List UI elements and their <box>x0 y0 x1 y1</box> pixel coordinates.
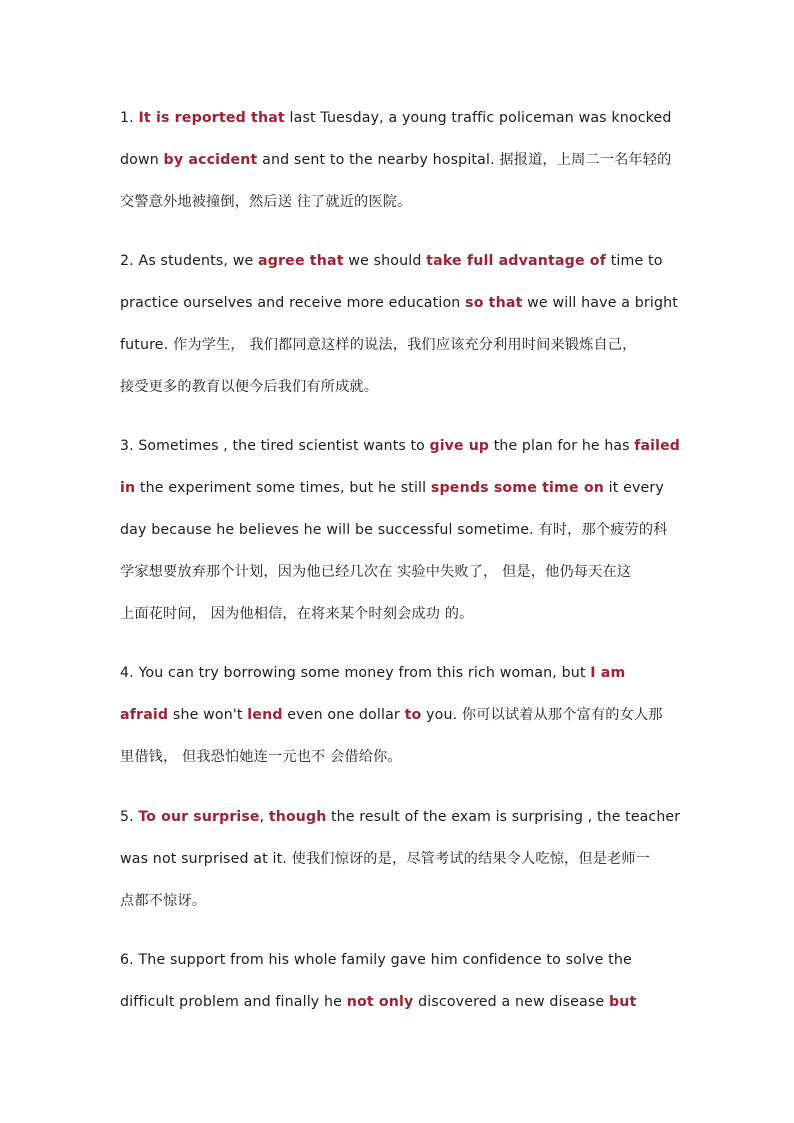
paragraph-line <box>120 705 663 725</box>
paragraph-line <box>120 849 650 869</box>
paragraph-line <box>120 251 663 271</box>
text-run: 6. The support from his whole family gave him confidence to solve the <box>120 952 632 968</box>
text-run: 上面花时间， 因为他相信，在将来某个时刻会成功 的。 <box>120 606 474 622</box>
text-run: difficult problem and finally he <box>120 994 347 1010</box>
text-run: down <box>120 152 164 168</box>
paragraph-line <box>120 520 668 540</box>
text-run: discovered a new disease <box>413 994 609 1010</box>
paragraph-line <box>120 604 473 624</box>
paragraph-line <box>120 663 625 683</box>
text-run: even one dollar <box>282 707 405 723</box>
text-run: she won't <box>168 707 248 723</box>
paragraph-line <box>120 562 631 582</box>
text-run: 2. As students, we <box>120 253 258 269</box>
paragraph-line <box>120 992 637 1012</box>
text-run: 接受更多的教育以便今后我们有所成就。 <box>120 379 379 395</box>
text-run: the experiment some times, but he still <box>135 480 431 496</box>
paragraph-line <box>120 807 680 827</box>
text-run: last Tuesday, a young traffic policeman was knocked <box>284 110 672 126</box>
keyword-phrase: to <box>404 707 422 723</box>
text-run: we will have a bright <box>522 295 678 311</box>
text-run: 1. <box>120 110 139 126</box>
text-run: future. 作为学生， 我们都同意这样的说法，我们应该充分利用时间来锻炼自己， <box>120 337 637 353</box>
paragraph-line <box>120 192 411 212</box>
paragraph-line <box>120 150 671 170</box>
keyword-phrase: failed <box>634 438 681 454</box>
text-run: 点都不惊讶。 <box>120 893 207 909</box>
keyword-phrase: It is reported that <box>138 110 285 126</box>
paragraph-line <box>120 478 664 498</box>
text-run: you. 你可以试着从那个富有的女人那 <box>421 707 663 723</box>
paragraph-line <box>120 335 636 355</box>
keyword-phrase: lend <box>247 707 283 723</box>
keyword-phrase: so that <box>465 295 523 311</box>
paragraph-line <box>120 108 672 128</box>
text-run: 4. You can try borrowing some money from this rich woman, but <box>120 665 591 681</box>
keyword-phrase: agree that <box>258 253 344 269</box>
keyword-phrase: To our surprise <box>138 809 260 825</box>
text-run: , <box>259 809 269 825</box>
keyword-phrase: afraid <box>120 707 169 723</box>
text-run: 里借钱， 但我恐怕她连一元也不 会借给你。 <box>120 749 402 765</box>
keyword-phrase: in <box>120 480 136 496</box>
keyword-phrase: spends some time on <box>430 480 604 496</box>
text-run: and sent to the nearby hospital. 据报道，上周二一名年轻的 <box>257 152 672 168</box>
text-run: the result of the exam is surprising , the teacher <box>326 809 681 825</box>
keyword-phrase: take full advantage of <box>426 253 607 269</box>
text-run: 交警意外地被撞倒，然后送 往了就近的医院。 <box>120 194 412 210</box>
paragraph-line <box>120 293 678 313</box>
text-run: was not surprised at it. 使我们惊讶的是，尽管考试的结果令人吃惊，但是老师一 <box>120 851 651 867</box>
paragraph-line <box>120 436 680 456</box>
keyword-phrase: but <box>609 994 637 1010</box>
keyword-phrase: I am <box>590 665 626 681</box>
paragraph-line <box>120 891 206 911</box>
text-run: 学家想要放弃那个计划，因为他已经几次在 实验中失败了， 但是，他仍每天在这 <box>120 564 632 580</box>
keyword-phrase: by accident <box>163 152 258 168</box>
keyword-phrase: though <box>268 809 327 825</box>
text-run: it every <box>604 480 664 496</box>
text-run: 3. Sometimes , the tired scientist wants to <box>120 438 430 454</box>
text-run: time to <box>606 253 663 269</box>
text-run: 5. <box>120 809 139 825</box>
keyword-phrase: not only <box>346 994 414 1010</box>
text-run: we should <box>343 253 427 269</box>
keyword-phrase: give up <box>429 438 490 454</box>
text-run: practice ourselves and receive more education <box>120 295 466 311</box>
text-run: the plan for he has <box>489 438 635 454</box>
paragraph-line <box>120 747 402 767</box>
text-run: day because he believes he will be successful sometime. 有时，那个疲劳的科 <box>120 522 668 538</box>
paragraph-line <box>120 950 632 970</box>
paragraph-line <box>120 377 378 397</box>
